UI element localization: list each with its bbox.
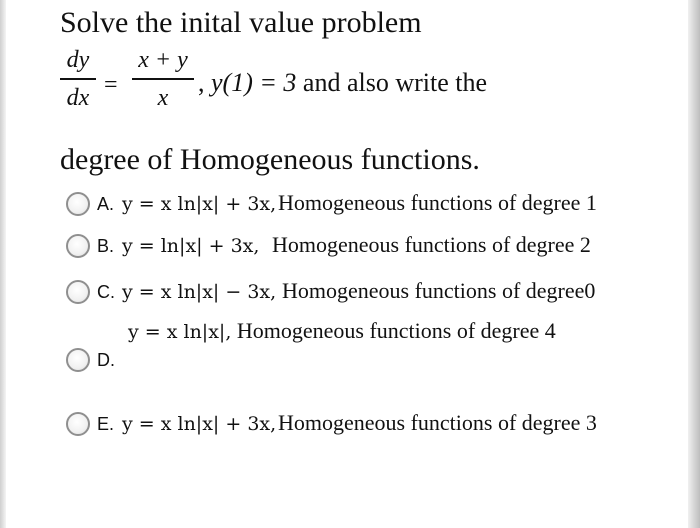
equals-sign: = (104, 72, 118, 98)
option-formula: y = ln|x| + 3x, (122, 235, 260, 257)
option-letter: C. (97, 282, 115, 302)
option-formula: y = x ln|x| − 3x, (122, 281, 277, 303)
option-text: Homogeneous functions of degree 4 (236, 318, 556, 343)
option-letter: D. (97, 350, 115, 370)
question-continuation: and also write the (302, 68, 488, 97)
option-letter: E. (97, 414, 115, 434)
radio-button-e[interactable] (66, 412, 90, 436)
option-formula: y = x ln|x| + 3x, (122, 193, 277, 215)
rhs-numerator: x + y (138, 47, 188, 73)
option-formula: y = x ln|x|, (128, 321, 232, 343)
rhs-denominator: x (157, 85, 169, 111)
option-text: Homogeneous functions of degree 1 (278, 190, 597, 215)
option-letter: B. (97, 236, 115, 256)
option-text: Homogeneous functions of degree 3 (278, 410, 597, 435)
initial-condition: y(1) = 3 (211, 68, 297, 97)
option-text: Homogeneous functions of degree0 (282, 278, 596, 303)
question-line-2: degree of Homogeneous functions. (60, 143, 480, 176)
derivative-denominator: dx (66, 85, 90, 111)
differential-equation (60, 46, 660, 126)
option-text: Homogeneous functions of degree 2 (272, 232, 591, 257)
left-edge-shadow (0, 0, 6, 528)
option-d-formula-line (128, 318, 556, 344)
fraction-bar (132, 78, 194, 80)
radio-button-b[interactable] (66, 234, 90, 258)
rhs-fraction (132, 46, 194, 112)
question-title: Solve the inital value problem (60, 6, 422, 39)
radio-button-d[interactable] (66, 348, 90, 372)
radio-button-c[interactable] (66, 280, 90, 304)
fraction-bar (60, 78, 96, 80)
derivative-fraction (60, 46, 96, 112)
derivative-numerator: dy (66, 47, 90, 73)
right-edge-shadow (688, 0, 700, 528)
initial-condition-line: , y(1) = 3 and also write the (198, 68, 488, 97)
option-formula: y = x ln|x| + 3x, (122, 413, 277, 435)
option-letter: A. (97, 194, 115, 214)
radio-button-a[interactable] (66, 192, 90, 216)
